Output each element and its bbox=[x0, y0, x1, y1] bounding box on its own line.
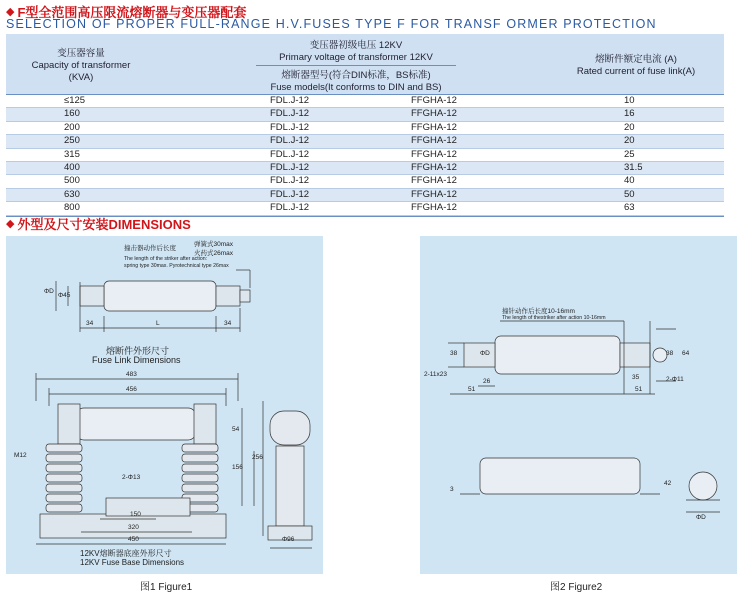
cell-current: 10 bbox=[624, 95, 635, 106]
f2-striker-cn: 撞针动作后长度10-16mm bbox=[502, 308, 575, 315]
f1-dim-156: 156 bbox=[232, 464, 243, 471]
f1-striker-en2: spring type 30max. Pyrotechnical type 26max bbox=[124, 263, 229, 269]
cell-current: 16 bbox=[624, 108, 635, 120]
f2-dim-35: 35 bbox=[632, 374, 640, 381]
insulator-left bbox=[46, 444, 82, 512]
f1-pyro-cn: 火药式26max bbox=[194, 250, 234, 257]
f2-dim-38b: 38 bbox=[666, 350, 674, 357]
header-current-cn: 熔断件额定电流 (A) bbox=[595, 54, 677, 65]
f1-dim-320: 320 bbox=[128, 524, 139, 531]
header-current-en: Rated current of fuse link(A) bbox=[576, 66, 696, 77]
cell-capacity: 250 bbox=[64, 135, 80, 147]
table-row bbox=[6, 122, 724, 135]
f1-dim-450: 450 bbox=[128, 536, 139, 543]
cell-capacity: 630 bbox=[64, 188, 80, 200]
f2-dim-38: 38 bbox=[450, 350, 458, 357]
f1-dim-256: 256 bbox=[252, 454, 263, 461]
cell-model2: FFGHA-12 bbox=[411, 148, 457, 160]
header-current bbox=[561, 54, 711, 78]
cell-model2: FFGHA-12 bbox=[411, 202, 457, 214]
table-body bbox=[6, 95, 724, 217]
cell-current: 20 bbox=[624, 135, 635, 147]
diamond-bullet-icon: ◆ bbox=[6, 218, 15, 230]
f2-dim-51b: 51 bbox=[635, 386, 643, 393]
figure2-caption: 图2 Figure2 bbox=[550, 582, 603, 593]
f2-dim-2-11x23: 2-11x23 bbox=[424, 371, 448, 378]
table-row bbox=[6, 175, 724, 188]
cell-model1: FDL.J-12 bbox=[270, 175, 310, 187]
base-fuse-body bbox=[76, 408, 196, 440]
figure1-drawing bbox=[6, 236, 323, 574]
cell-current: 40 bbox=[624, 175, 635, 187]
f1-base-cn: 12KV熔断器底座外形尺寸 bbox=[80, 549, 172, 558]
cell-model1: FDL.J-12 bbox=[270, 95, 310, 106]
f1-base-en: 12KV Fuse Base Dimensions bbox=[80, 558, 185, 567]
cell-capacity: 200 bbox=[64, 121, 80, 133]
header-capacity-en: Capacity of transformer bbox=[31, 60, 131, 71]
figure1-caption: 图1 Figure1 bbox=[140, 582, 193, 593]
fuse-striker bbox=[240, 290, 250, 302]
f2-striker-en: The length of thestriker after action 10-16mm bbox=[502, 315, 606, 321]
f1-dim-483: 483 bbox=[126, 371, 137, 378]
f1-dim-34b: 34 bbox=[224, 320, 232, 327]
cell-capacity: 315 bbox=[64, 148, 80, 160]
header-capacity-unit: (KVA) bbox=[68, 72, 94, 83]
side-view-head bbox=[270, 411, 310, 445]
f2-dim-51a: 51 bbox=[468, 386, 476, 393]
cell-model1: FDL.J-12 bbox=[270, 121, 310, 133]
cell-current: 31.5 bbox=[624, 161, 643, 173]
diamond-bullet-icon: ◆ bbox=[6, 6, 15, 18]
figure2-drawing bbox=[420, 236, 737, 574]
f1-dim-phi96: Φ96 bbox=[282, 536, 295, 543]
section-title-text: F型全范围高压限流熔断器与变压器配套 bbox=[17, 5, 247, 20]
cell-model1: FDL.J-12 bbox=[270, 202, 310, 214]
section-title-dimensions bbox=[6, 214, 191, 233]
f1-dim-m12: M12 bbox=[14, 452, 27, 459]
cell-model1: FDL.J-12 bbox=[270, 161, 310, 173]
cell-current: 25 bbox=[624, 148, 635, 160]
cell-model2: FFGHA-12 bbox=[411, 175, 457, 187]
fuse-link-body bbox=[104, 281, 216, 311]
fuse2-lower-body bbox=[480, 458, 640, 494]
header-voltage-en: Primary voltage of transformer 12KV bbox=[256, 52, 456, 66]
f1-striker-cn: 撞击器动作后长度 bbox=[124, 245, 176, 252]
cell-model1: FDL.J-12 bbox=[270, 108, 310, 120]
f1-fuse-link-cn: 熔断件外形尺寸 bbox=[106, 346, 170, 356]
header-capacity-cn: 变压器容量 bbox=[57, 48, 105, 59]
table-row bbox=[6, 189, 724, 202]
fuse2-body bbox=[495, 336, 620, 374]
cell-model1: FDL.J-12 bbox=[270, 135, 310, 147]
f1-dim-150: 150 bbox=[130, 511, 141, 518]
header-capacity bbox=[16, 48, 146, 84]
section-subtitle: SELECTION OF PROPER FULL-RANGE H.V.FUSES TYPE F FOR TRANSF ORMER PROTECTION bbox=[6, 17, 657, 31]
table-row bbox=[6, 162, 724, 175]
cell-capacity: ≤125 bbox=[64, 95, 86, 106]
side-view-insulator bbox=[276, 446, 304, 526]
header-model-cn: 熔断器型号(符合DIN标准，BS标准) bbox=[281, 70, 431, 81]
cell-model1: FDL.J-12 bbox=[270, 148, 310, 160]
f2-dim-d2: ΦD bbox=[696, 514, 706, 521]
cell-current: 20 bbox=[624, 121, 635, 133]
cell-model2: FFGHA-12 bbox=[411, 188, 457, 200]
header-voltage-cn: 变压器初级电压 12KV bbox=[309, 40, 403, 51]
table-row bbox=[6, 95, 724, 108]
f1-dim-2phi13: 2-Φ13 bbox=[122, 474, 141, 481]
figure2-panel bbox=[420, 236, 737, 574]
cell-model2: FFGHA-12 bbox=[411, 135, 457, 147]
cell-model2: FFGHA-12 bbox=[411, 95, 457, 106]
f2-dim-64: 64 bbox=[682, 350, 690, 357]
cell-capacity: 400 bbox=[64, 161, 80, 173]
table-row bbox=[6, 108, 724, 121]
f1-dim-54: 54 bbox=[232, 426, 240, 433]
f1-spring-cn: 弹簧式30max bbox=[194, 241, 234, 248]
fuse-link-cap-right bbox=[216, 286, 240, 306]
cell-capacity: 500 bbox=[64, 175, 80, 187]
cell-capacity: 160 bbox=[64, 108, 80, 120]
table-header bbox=[6, 34, 724, 95]
header-model-en: Fuse models(It conforms to DIN and BS) bbox=[270, 82, 442, 93]
f2-dim-42: 42 bbox=[664, 480, 672, 487]
f1-striker-en1: The length of the striker after action: bbox=[124, 256, 208, 262]
table-row bbox=[6, 135, 724, 148]
f1-dim-34a: 34 bbox=[86, 320, 94, 327]
cell-current: 50 bbox=[624, 188, 635, 200]
cell-current: 63 bbox=[624, 202, 635, 214]
cell-model1: FDL.J-12 bbox=[270, 188, 310, 200]
f1-dim-456: 456 bbox=[126, 386, 137, 393]
figure1-panel bbox=[6, 236, 323, 574]
table-row bbox=[6, 149, 724, 162]
cell-model2: FFGHA-12 bbox=[411, 161, 457, 173]
f1-dim-45: Φ45 bbox=[58, 292, 71, 299]
fuse2-end-view bbox=[689, 472, 717, 500]
f1-dim-d: ΦD bbox=[44, 288, 54, 295]
cell-model2: FFGHA-12 bbox=[411, 121, 457, 133]
header-voltage bbox=[256, 40, 456, 94]
f1-dim-l: L bbox=[156, 320, 160, 327]
f2-dim-3: 3 bbox=[450, 486, 454, 493]
fuse-link-cap-left bbox=[80, 286, 104, 306]
cell-model2: FFGHA-12 bbox=[411, 108, 457, 120]
f2-dim-26: 26 bbox=[483, 378, 491, 385]
f1-fuse-link-en: Fuse Link Dimensions bbox=[92, 355, 181, 365]
f2-dim-d: ΦD bbox=[480, 350, 490, 357]
cell-capacity: 800 bbox=[64, 202, 80, 214]
fuse-selection-table bbox=[6, 34, 724, 217]
f2-dim-2phi11: 2-Φ11 bbox=[666, 376, 684, 383]
section-title-text: 外型及尺寸安装DIMENSIONS bbox=[17, 217, 191, 232]
